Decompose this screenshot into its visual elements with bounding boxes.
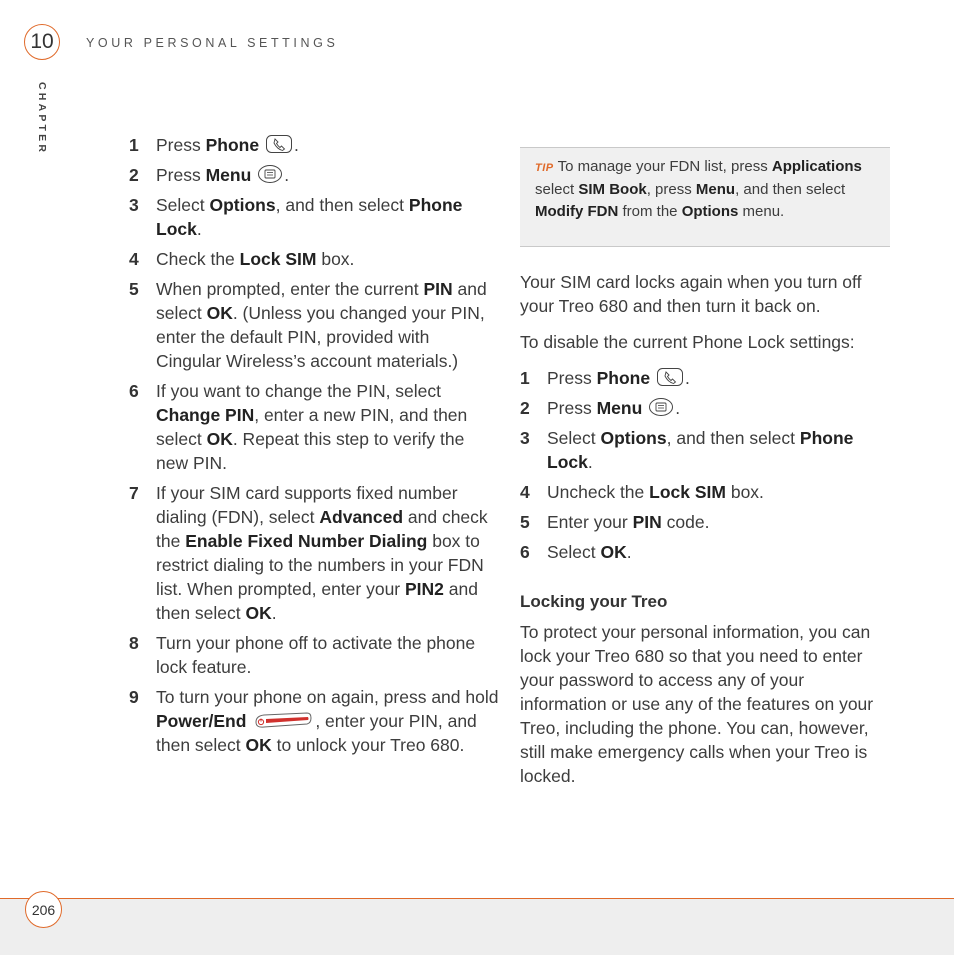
option-label: Phone Lock xyxy=(156,195,463,239)
tip-text: , press xyxy=(646,181,696,198)
power-end-key-icon xyxy=(252,710,314,730)
step-1 xyxy=(129,133,499,157)
chapter-title: YOUR PERSONAL SETTINGS xyxy=(86,36,339,50)
chapter-number-badge: 10 xyxy=(24,24,60,60)
step-text: , enter your PIN, and then select xyxy=(156,711,477,755)
step-4 xyxy=(129,247,499,271)
step-8 xyxy=(129,631,499,679)
step-number: 1 xyxy=(520,368,530,388)
step-number: 5 xyxy=(520,512,530,532)
step-6 xyxy=(129,379,499,475)
step-text: . xyxy=(684,368,690,388)
step-text: If your SIM card supports fixed number dialing (FDN), select xyxy=(156,483,458,527)
step-text: When prompted, enter the current xyxy=(156,279,424,299)
step-3 xyxy=(520,426,892,474)
step-text: Turn your phone off to activate the phone lock feature. xyxy=(156,633,476,677)
option-label: Advanced xyxy=(319,507,404,527)
step-number: 2 xyxy=(520,398,530,418)
tip-box xyxy=(520,147,890,247)
phone-key-icon xyxy=(265,134,293,154)
key-label: Menu xyxy=(596,398,643,418)
step-4 xyxy=(520,480,892,504)
step-text: Press xyxy=(547,398,597,418)
step-text: , enter a new PIN, and then select xyxy=(156,405,468,449)
option-label: Lock SIM xyxy=(649,482,726,502)
key-label: Power/End xyxy=(156,711,247,731)
step-number: 3 xyxy=(520,428,530,448)
step-text: Press xyxy=(156,165,206,185)
step-text: , and then select xyxy=(275,195,409,215)
step-text: . xyxy=(626,542,632,562)
step-5 xyxy=(129,277,499,373)
step-text: Press xyxy=(156,135,206,155)
tip-bold: Applications xyxy=(771,158,862,175)
tip-bold: SIM Book xyxy=(578,181,647,198)
option-label: Lock SIM xyxy=(239,249,317,269)
option-label: Options xyxy=(600,428,667,448)
option-label: OK xyxy=(600,542,627,562)
step-text: and check the xyxy=(156,507,488,551)
option-label: OK xyxy=(245,603,272,623)
step-number: 4 xyxy=(520,482,530,502)
menu-key-icon xyxy=(257,164,283,184)
step-text: . xyxy=(271,603,277,623)
step-number: 6 xyxy=(520,542,530,562)
step-number: 8 xyxy=(129,633,139,653)
step-number: 2 xyxy=(129,165,139,185)
right-steps xyxy=(520,366,892,570)
option-label: Phone Lock xyxy=(547,428,854,472)
option-label: OK xyxy=(206,429,233,449)
step-text: box. xyxy=(725,482,764,502)
tip-text: To manage your FDN list, press xyxy=(557,158,772,175)
step-text: . (Unless you changed your PIN, enter the default PIN, provided with Cingular Wireless’s account materials.) xyxy=(156,303,485,371)
step-9 xyxy=(129,685,499,757)
option-label: Enable Fixed Number Dialing xyxy=(185,531,428,551)
step-text: . xyxy=(587,452,593,472)
step-text: Press xyxy=(547,368,597,388)
step-text: Select xyxy=(547,428,601,448)
step-5 xyxy=(520,510,892,534)
step-text: and then select xyxy=(156,579,478,623)
key-label: Phone xyxy=(596,368,651,388)
step-number: 7 xyxy=(129,483,139,503)
step-number: 9 xyxy=(129,687,139,707)
page-number: 206 xyxy=(25,891,62,928)
step-3 xyxy=(129,193,499,241)
paragraph-disable-intro: To disable the current Phone Lock settings: xyxy=(520,332,855,352)
step-2 xyxy=(129,163,499,187)
step-number: 5 xyxy=(129,279,139,299)
step-7 xyxy=(129,481,499,625)
step-text: , and then select xyxy=(666,428,800,448)
tip-label: TIP xyxy=(535,162,554,174)
option-label: Options xyxy=(209,195,276,215)
tip-text: menu. xyxy=(738,203,785,220)
step-text: Select xyxy=(156,195,210,215)
step-text: and select xyxy=(156,279,487,323)
step-number: 1 xyxy=(129,135,139,155)
option-label: PIN xyxy=(632,512,662,532)
menu-key-icon xyxy=(648,397,674,417)
step-text: to unlock your Treo 680. xyxy=(271,735,465,755)
option-label: Change PIN xyxy=(156,405,255,425)
step-text: Select xyxy=(547,542,601,562)
step-text: box. xyxy=(316,249,355,269)
left-column xyxy=(129,133,499,763)
option-label: PIN xyxy=(423,279,453,299)
step-text: code. xyxy=(661,512,710,532)
step-text: To turn your phone on again, press and hold xyxy=(156,687,499,707)
tip-text: , and then select xyxy=(735,181,846,198)
tip-bold: Menu xyxy=(695,181,736,198)
option-label: PIN2 xyxy=(405,579,444,599)
option-label: OK xyxy=(245,735,272,755)
step-text: box to restrict dialing to the numbers in your FDN list. When prompted, enter your xyxy=(156,531,484,599)
step-number: 3 xyxy=(129,195,139,215)
step-6 xyxy=(520,540,892,564)
step-text: . xyxy=(293,135,299,155)
footer-bar xyxy=(0,898,954,955)
option-label: OK xyxy=(206,303,233,323)
step-2 xyxy=(520,396,892,420)
step-1 xyxy=(520,366,892,390)
step-text: . xyxy=(675,398,681,418)
key-label: Menu xyxy=(205,165,252,185)
key-label: Phone xyxy=(205,135,260,155)
step-text: . Repeat this step to verify the new PIN. xyxy=(156,429,465,473)
step-text: Check the xyxy=(156,249,240,269)
phone-key-icon xyxy=(656,367,684,387)
step-text: . xyxy=(196,219,202,239)
paragraph-locking-treo: To protect your personal information, you can lock your Treo 680 so that you need to enter your password to access any of your information or use any of the features on your Treo, including the phone. You can, however, still make emergency calls when your Treo is locked. xyxy=(520,622,874,786)
section-heading: Locking your Treo xyxy=(520,592,668,611)
step-text: Enter your xyxy=(547,512,633,532)
tip-bold: Options xyxy=(681,203,739,220)
tip-text: from the xyxy=(618,203,682,220)
chapter-label: CHAPTER xyxy=(36,82,48,156)
tip-text: select xyxy=(535,181,579,198)
paragraph-sim-locks: Your SIM card locks again when you turn off your Treo 680 and then turn it back on. xyxy=(520,272,862,316)
step-text: If you want to change the PIN, select xyxy=(156,381,442,401)
step-text: Uncheck the xyxy=(547,482,650,502)
tip-bold: Modify FDN xyxy=(535,203,619,220)
step-number: 4 xyxy=(129,249,139,269)
step-text: . xyxy=(284,165,290,185)
step-number: 6 xyxy=(129,381,139,401)
